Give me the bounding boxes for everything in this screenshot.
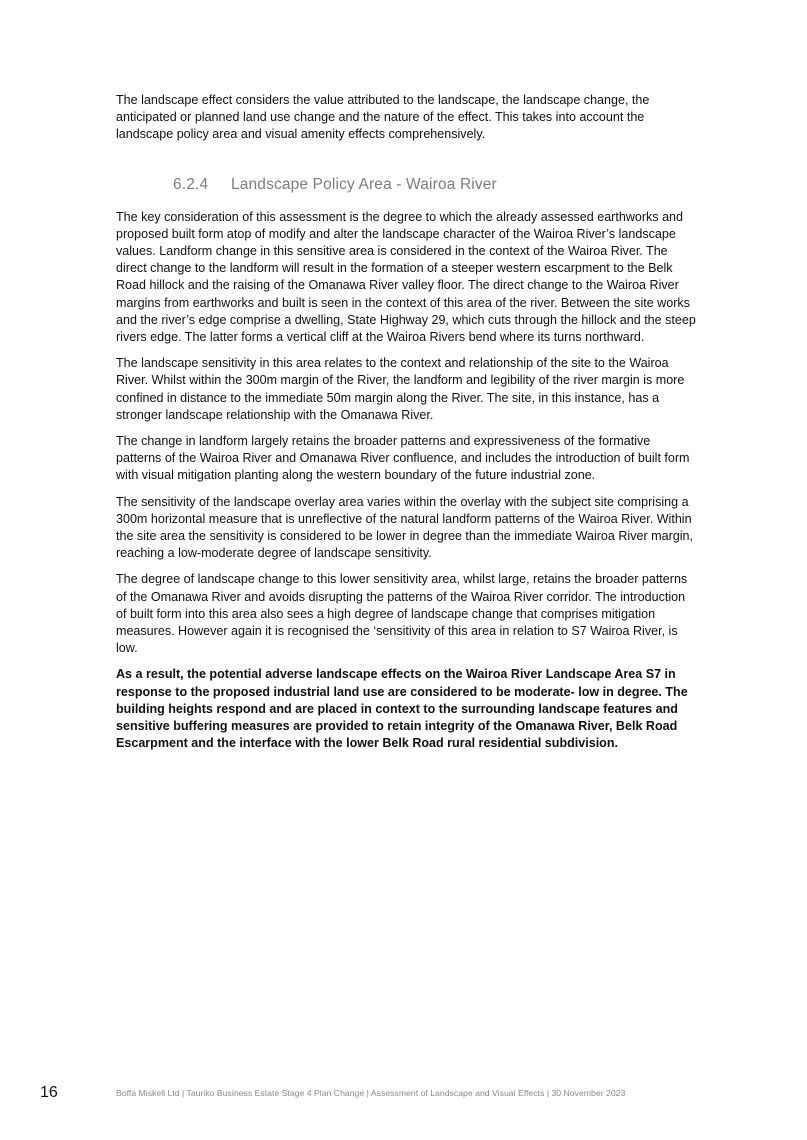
section-heading	[173, 175, 696, 195]
intro-paragraph: The landscape effect considers the value attributed to the landscape, the landscape change, the anticipated or planned land use change and the nature of the effect. This takes into account the landscape policy area and visual amenity effects comprehensively.	[116, 93, 650, 142]
conclusion-paragraph: As a result, the potential adverse landscape effects on the Wairoa River Landscape Area S7 in response to the proposed industrial land use are considered to be moderate- low in degree. The building heights respond and are placed in context to the surrounding landscape features and sensitive buffering measures are provided to retain integrity of the Omanawa River, Belk Road Escarpment and the interface with the lower Belk Road rural residential subdivision.	[116, 667, 688, 751]
body-paragraph: The key consideration of this assessment is the degree to which the already assessed earthworks and proposed built form atop of modify and alter the landscape character of the Wairoa River’s landscape values. Landform change in this sensitive area is considered in the context of the Wairoa River. The direct change to the landform will result in the formation of a steeper western escarpment to the Belk Road hillock and the raising of the Omanawa River valley floor. The direct change to the Wairoa River margins from earthworks and built is seen in the context of this area of the river. Between the site works and the river’s edge comprise a dwelling, State Highway 29, which cuts through the hillock and the steep rivers edge. The latter forms a vertical cliff at the Wairoa Rivers bend where its turns northward.	[116, 209, 696, 345]
body-paragraph: The change in landform largely retains the broader patterns and expressiveness of the formative patterns of the Wairoa River and Omanawa River confluence, and includes the introduction of built form with visual mitigation planting along the western boundary of the future industrial zone.	[116, 434, 690, 483]
page-footer	[0, 1083, 807, 1103]
section-title: Landscape Policy Area - Wairoa River	[231, 175, 497, 193]
footer-text: Boffa Miskell Ltd | Tauriko Business Estate Stage 4 Plan Change | Assessment of Landscape and Visual Effects | 30 November 2023	[116, 1088, 626, 1098]
body-paragraph: The degree of landscape change to this lower sensitivity area, whilst large, retains the broader patterns of the Omanawa River and avoids disrupting the patterns of the Wairoa River corridor. The introduction of built form into this area also sees a high degree of landscape change that comprises mitigation measures. However again it is recognised the ‘sensitivity of this area in relation to S7 Wairoa River, is low.	[116, 572, 688, 656]
section-number: 6.2.4	[173, 175, 209, 193]
body-paragraph: The sensitivity of the landscape overlay area varies within the overlay with the subject site comprising a 300m horizontal measure that is unreflective of the natural landform patterns of the Wairoa River. Within the site area the sensitivity is considered to be lower in degree than the immediate Wairoa River margin, reaching a low-moderate degree of landscape sensitivity.	[116, 494, 693, 561]
page-number: 16	[40, 1084, 58, 1101]
page-content	[116, 92, 696, 762]
body-paragraph: The landscape sensitivity in this area relates to the context and relationship of the site to the Wairoa River. Whilst within the 300m margin of the River, the landform and legibility of the river margin is more confined in distance to the immediate 50m margin along the River. The site, in this instance, has a stronger landscape relationship with the Omanawa River.	[116, 356, 685, 422]
